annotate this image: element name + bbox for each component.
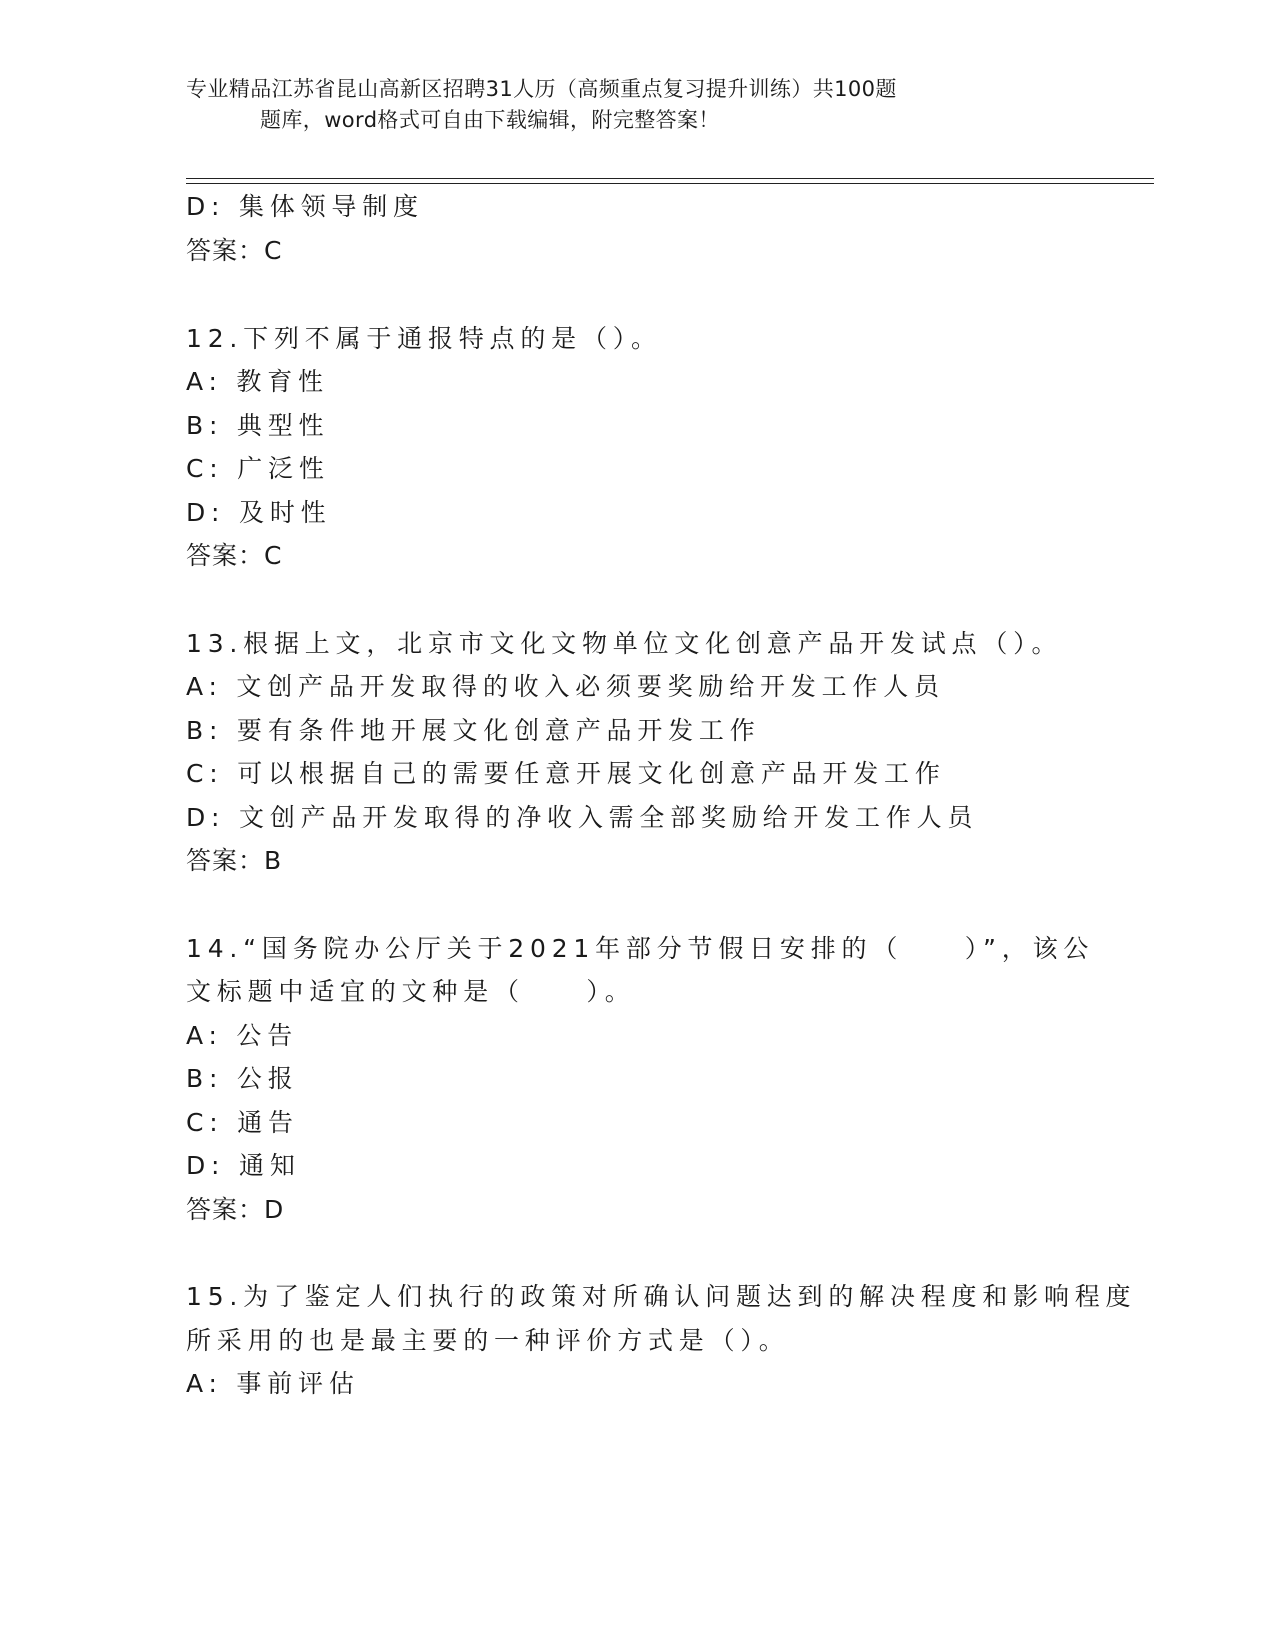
q14-stem-line1: 14.“国务院办公厅关于2021年部分节假日安排的（ ）”，该公 bbox=[186, 934, 1095, 963]
q13-option-c: C: 可以根据自己的需要任意开展文化创意产品开发工作 bbox=[186, 759, 946, 788]
q14-answer: 答案：D bbox=[186, 1195, 285, 1224]
q15-option-a: A: 事前评估 bbox=[186, 1369, 360, 1398]
q14-option-b: B: 公报 bbox=[186, 1064, 299, 1093]
q12-option-c: C: 广泛性 bbox=[186, 454, 330, 483]
q14-stem-line2: 文标题中适宜的文种是（ ）。 bbox=[186, 977, 636, 1006]
header-title-line2: 题库，word格式可自由下载编辑，附完整答案！ bbox=[260, 108, 720, 132]
document-header bbox=[186, 74, 1086, 136]
q12-stem: 12.下列不属于通报特点的是（）。 bbox=[186, 324, 662, 353]
q13-answer: 答案：B bbox=[186, 846, 283, 875]
q12-option-d: D: 及时性 bbox=[186, 498, 332, 527]
header-divider-top bbox=[186, 178, 1154, 179]
q13-option-b: B: 要有条件地开展文化创意产品开发工作 bbox=[186, 716, 761, 745]
q12-option-a: A: 教育性 bbox=[186, 367, 329, 396]
q15-stem-line2: 所采用的也是最主要的一种评价方式是（）。 bbox=[186, 1326, 790, 1355]
q12-option-b: B: 典型性 bbox=[186, 411, 330, 440]
header-divider-bottom bbox=[186, 183, 1154, 184]
q15-stem-line1: 15.为了鉴定人们执行的政策对所确认问题达到的解决程度和影响程度 bbox=[186, 1282, 1137, 1311]
q11-option-d: D: 集体领导制度 bbox=[186, 192, 424, 221]
q13-option-d: D: 文创产品开发取得的净收入需全部奖励给开发工作人员 bbox=[186, 803, 979, 832]
q14-option-c: C: 通告 bbox=[186, 1108, 299, 1137]
q12-answer: 答案：C bbox=[186, 541, 283, 570]
q13-option-a: A: 文创产品开发取得的收入必须要奖励给开发工作人员 bbox=[186, 672, 945, 701]
q14-option-d: D: 通知 bbox=[186, 1151, 301, 1180]
q11-answer: 答案：C bbox=[186, 236, 283, 265]
q14-option-a: A: 公告 bbox=[186, 1021, 299, 1050]
header-title-line1: 专业精品江苏省昆山高新区招聘31人历（高频重点复习提升训练）共100题 bbox=[186, 77, 897, 101]
q13-stem: 13.根据上文，北京市文化文物单位文化创意产品开发试点（）。 bbox=[186, 629, 1063, 658]
